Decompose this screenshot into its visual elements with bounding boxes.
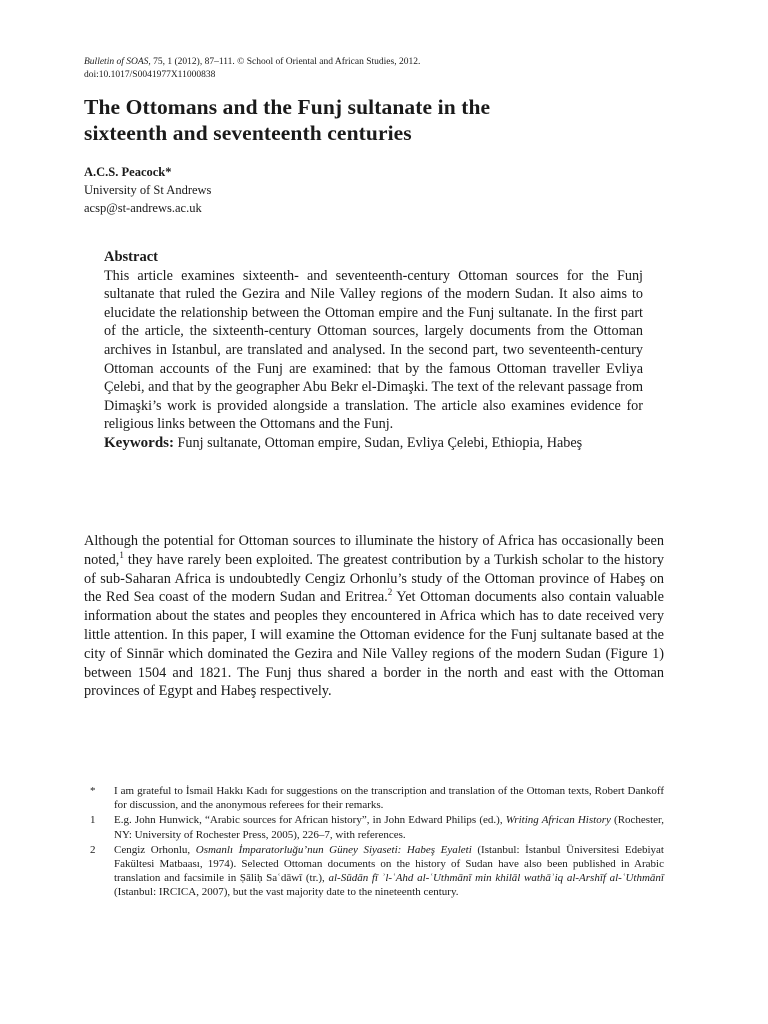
citation-line [84,56,684,69]
footnote-mark: 2 [90,843,96,856]
cited-title: Writing African History [505,814,611,827]
footnote-text-segment: (Istanbul: IRCICA, 2007), but the vast majority date to the nineteenth century. [114,886,459,899]
body-text-part-3: Yet Ottoman documents also contain valuable information about the states and peoples they encountered in Africa which has to date received very little attention. In this paper, I will examine the Ottoman evidence for the Funj sultanate based at the city of Sinnār which dominated the Gezira and Nile Valley regions of the modern Sudan (Figure 1) between 1504 and 1821. The Funj thus shared a border in the north and east with the Ottoman provinces of Egypt and Habeş respectively. [84,589,664,700]
journal-header [84,56,684,82]
footnote-text-segment: E.g. John Hunwick, “Arabic sources for African history”, in John Edward Philips (ed.), [114,814,506,827]
footnote-1 [88,813,664,841]
footnote-2 [88,843,664,900]
title-line-2: sixteenth and seventeenth centuries [84,121,412,145]
body-text-part-2: they have rarely been exploited. The greatest contribution by a Turkish scholar to the history of sub-Saharan Africa is undoubtedly Cengiz Orhonlu’s study of the Ottoman province of Habeş on the Red Sea coast of the modern Sudan and Eritrea. [84,551,664,606]
author-name: A.C.S. Peacock* [84,165,172,179]
abstract-text: This article examines sixteenth- and seventeenth-century Ottoman sources for the Funj sultanate that ruled the Gezira and Nile Valley regions of the modern Sudan. It also aims to elucidate the relationship between the Ottoman empire and the Funj sultanate. In the first part of the article, the sixteenth-century Ottoman sources, largely documents from the Ottoman archives in Istanbul, are translated and analysed. In the second part, two seventeenth-century Ottoman accounts of the Funj are examined: that by the famous Ottoman traveller Evliya Çelebi, and that by the geographer Abu Bekr el-Dimaşki. The text of the relevant passage from Dimaşki’s work is provided alongside a translation. The article also examines evidence for religious links between the Ottomans and the Funj. [104,267,643,433]
footnote-mark: * [90,785,96,797]
footnote-ref-2[interactable]: 2 [387,587,393,598]
body-paragraph [84,532,664,701]
keywords-list: Funj sultanate, Ottoman empire, Sudan, Evliya Çelebi, Ethiopia, Habeş [174,434,583,451]
footnote-star [88,784,664,812]
author-email: acsp@st-andrews.ac.uk [84,201,202,215]
cited-title: Osmanlı İmparatorluğu’nun Güney Siyaseti: Habeş Eyaleti [195,843,472,856]
journal-name: Bulletin of SOAS [84,57,149,67]
footnote-text-segment: (Istanbul: İstanbul Üniversitesi Edebiyat Fakültesi Matbaası, 1974). Selected Ottoman documents on the history of Sudan have also been published in Arabic translation and facsimile in Ṣāliḥ Saʿdāwī (tr.), [114,843,664,885]
footnotes [88,784,664,901]
footnote-mark: 1 [90,814,96,827]
cited-title: al-Sūdān fī ʾl-ʿAhd al-ʿUthmānī min khilāl wathāʾiq al-Arshīf al-ʿUthmānī [328,872,664,885]
author-block [84,163,484,217]
keywords [104,434,643,453]
abstract-section [104,248,643,453]
body-text-part-1: Although the potential for Ottoman sources to illuminate the history of Africa has occasionally been noted, [84,533,664,568]
footnote-text [114,813,664,841]
article-title [84,94,684,146]
footnote-text [114,843,664,900]
citation-details: , 75, 1 (2012), 87–111. © School of Oriental and African Studies, 2012. [148,57,421,67]
abstract-heading: Abstract [104,249,158,265]
keywords-label: Keywords: [104,434,174,451]
footnote-text-segment: Cengiz Orhonlu, [114,843,196,856]
author-affiliation: University of St Andrews [84,183,212,197]
doi: doi:10.1017/S0041977X11000838 [84,70,216,80]
footnote-ref-1[interactable]: 1 [119,550,124,561]
footnote-text: I am grateful to İsmail Hakkı Kadı for suggestions on the transcription and translation of the Ottoman texts, Robert Dankoff for discussion, and the anonymous referees for their remarks. [114,785,664,812]
footnote-text-segment: (Rochester, NY: University of Rochester Press, 2005), 226–7, with references. [114,814,664,841]
title-line-1: The Ottomans and the Funj sultanate in the [84,95,491,119]
